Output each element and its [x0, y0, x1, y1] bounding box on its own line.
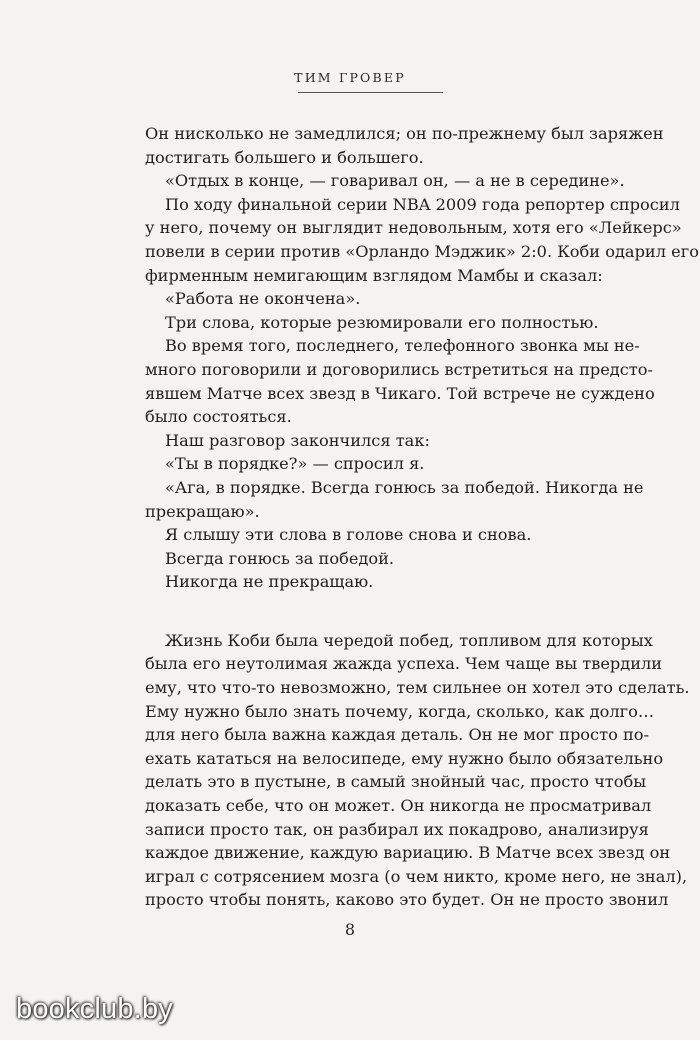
- text-line: каждое движение, каждую вариацию. В Матче всех звезд он: [145, 843, 671, 863]
- text-line: Ему нужно было знать почему, когда, сколько, как долго…: [145, 701, 655, 721]
- text-line: ему, что что-то невозможно, тем сильнее он хотел это сделать.: [145, 678, 690, 698]
- text-line: «Ты в порядке?» — спросил я.: [165, 454, 425, 474]
- text-line: достигать большего и большего.: [145, 147, 424, 167]
- text-line: прекращаю».: [145, 501, 260, 521]
- text-line: ехать кататься на велосипеде, ему нужно было обязательно: [145, 748, 664, 768]
- text-line: Наш разговор закончился так:: [165, 430, 430, 450]
- text-line: Во время того, последнего, телефонного звонка мы не-: [165, 336, 640, 356]
- text-line: Жизнь Коби была чередой побед, топливом для которых: [165, 630, 653, 650]
- text-line: было состояться.: [145, 407, 292, 427]
- text-line: По ходу финальной серии NBA 2009 года репортер спросил: [165, 194, 680, 214]
- text-line: Три слова, которые резюмировали его полностью.: [165, 312, 599, 332]
- text-line: Он нисколько не замедлился; он по-прежнему был заряжен: [145, 124, 664, 143]
- text-line: доказать себе, что он может. Он никогда не просматривал: [145, 796, 652, 816]
- text-line: была его неутолимая жажда успеха. Чем чаще вы твердили: [145, 654, 663, 674]
- text-line: «Отдых в конце, — говаривал он, — а не в середине».: [165, 171, 625, 191]
- text-line: явшем Матче всех звезд в Чикаго. Той встрече не суждено: [145, 383, 655, 403]
- text-line: делать это в пустыне, в самый знойный час, просто чтобы: [145, 772, 647, 792]
- text-line: Никогда не прекращаю.: [165, 572, 374, 592]
- running-head-rule: [298, 92, 443, 93]
- section-break: [145, 594, 585, 629]
- text-line: Я слышу эти слова в голове снова и снова.: [165, 525, 532, 545]
- running-head: ТИМ ГРОВЕР: [294, 70, 406, 85]
- watermark: bookclub.by: [16, 993, 173, 1025]
- text-line: Всегда гонюсь за победой.: [165, 548, 395, 568]
- text-line: повели в серии против «Орландо Мэджик» 2:0. Коби одарил его: [145, 241, 699, 261]
- text-line: просто чтобы понять, каково это будет. Он не просто звонил: [145, 890, 669, 910]
- text-line: фирменным немигающим взглядом Мамбы и сказал:: [145, 265, 603, 285]
- body-text: [145, 122, 699, 912]
- text-line: «Ага, в порядке. Всегда гонюсь за победой. Никогда не: [165, 477, 644, 497]
- text-line: много поговорили и договорились встретиться на предсто-: [145, 359, 654, 379]
- text-line: для него была важна каждая деталь. Он не мог просто по-: [145, 725, 649, 745]
- text-line: играл с сотрясением мозга (о чем никто, кроме него, не знал),: [145, 866, 688, 886]
- text-line: у него, почему он выглядит недовольным, хотя его «Лейкерс»: [145, 218, 682, 238]
- text-line: записи просто так, он разбирал их покадрово, анализируя: [145, 819, 649, 839]
- page-number: 8: [344, 920, 356, 939]
- text-line: «Работа не окончена».: [165, 289, 361, 309]
